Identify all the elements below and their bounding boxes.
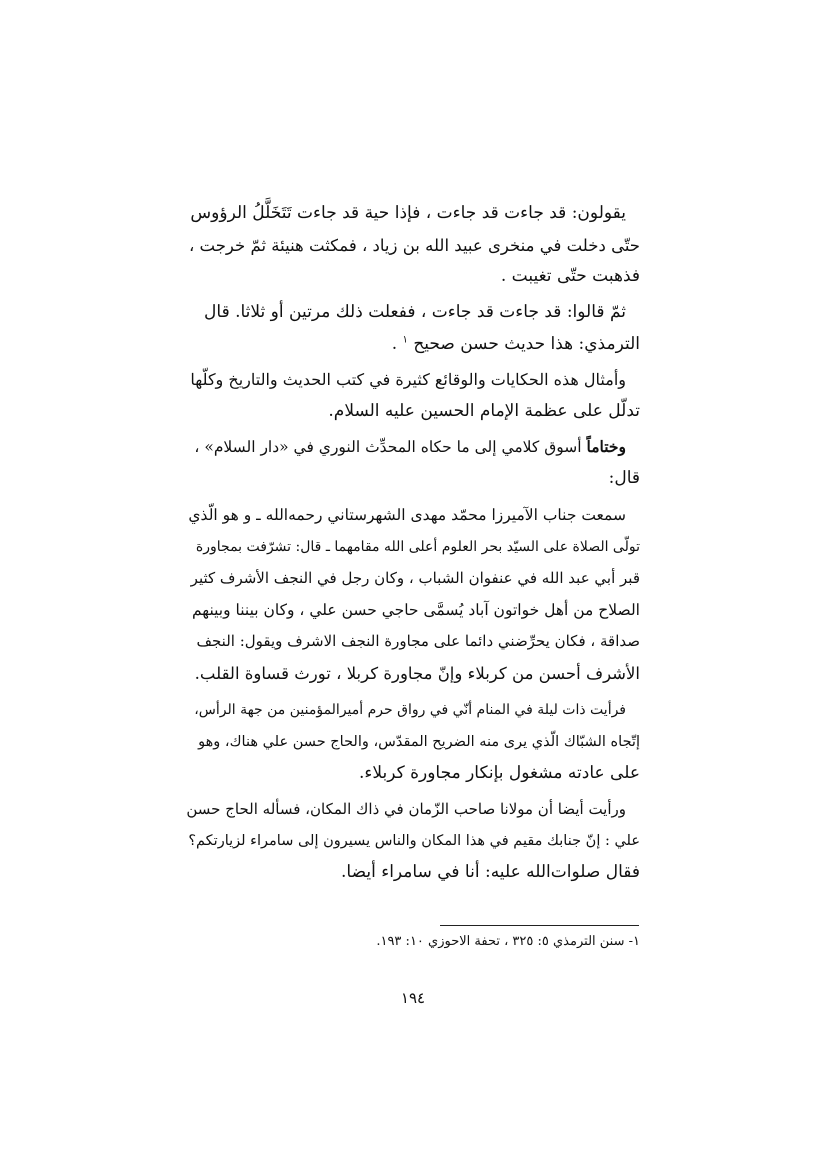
paragraph-1 [186,198,640,293]
text-line: قال: [608,467,640,488]
text-line: فقال صلوات‌الله عليه: أنا في سامراء أيضا. [341,862,640,882]
text-line: قبر أبي عبد الله في عنفوان الشباب ، وكان رجل في النجف الأشرف كثير [190,569,640,587]
text-line: وأمثال هذه الحكايات والوقائع كثيرة في كتب الحديث والتاريخ وكلّها [190,370,626,389]
text-segment: أسوق كلامي إلى ما حكاه المحدِّث النوري في «دار السلام» ، [194,438,587,456]
text-line: علي : إنّ جنابك مقيم في هذا المكان والناس يسيرون إلى سامراء لزيارتكم؟ [188,832,640,849]
text-line: على عادته مشغول بإنكار مجاورة كربلاء. [358,763,640,783]
footnote-reference[interactable]: ١ [402,333,408,345]
text-line [186,431,640,463]
text-line: يقولون: قد جاءت قد جاءت ، فإذا حية قد جاءت تَتَخَلَّلُ الرؤوس [190,203,626,223]
text-line: صداقة ، فكان يحرِّضني دائما على مجاورة النجف الاشرف ويقول: النجف [196,632,640,650]
text-line: ثمّ قالوا: قد جاءت قد جاءت ، ففعلت ذلك مرتين أو ثلاثا. قال [204,302,626,322]
paragraph-6 [186,695,640,790]
text-line: فرأيت ذات ليلة في المنام أنّي في رواق حرم أميرالمؤمنين من جهة الرأس، [194,702,626,718]
text-segment: . [391,333,403,354]
text-line [186,329,640,361]
paragraph-2 [186,297,640,360]
paragraph-7 [186,794,640,889]
footnote-divider [440,925,639,926]
text-line: سمعت جناب الآميرزا محمّد مهدى الشهرستاني رحمه‌الله ـ و هو الّذي [188,506,626,524]
text-line: إتّجاه الشبّاك الّذي يرى منه الضريح المقدّس، والحاج حسن علي هناك، وهو [198,733,640,750]
page-number: ١٩٤ [400,989,426,1007]
paragraph-5 [186,500,640,689]
text-line: تولّى الصلاة على السيّد بحر العلوم أعلى الله مقامهما ـ قال: تشرّفت بمجاورة [195,538,640,555]
text-line: فذهبت حتّى تغيبت . [500,266,640,286]
text-line: ورأيت أيضا أن مولانا صاحب الزّمان في ذاك المكان، فسأله الحاج حسن [186,800,626,818]
text-line: الصلاح من أهل خواتون آباد يُسمَّى حاجي حسن علي ، وكان بيننا وبينهم [191,600,640,619]
text-segment: الترمذي: هذا حديث حسن صحيح [413,333,640,354]
paragraph-4 [186,431,640,494]
paragraph-3 [186,364,640,427]
footnote-text: ١- سنن الترمذي ٥: ٣٢٥ ، تحفة الاحوزي ١٠: ١٩٣. [376,934,640,949]
text-line: حتّى دخلت في منخرى عبيد الله بن زياد ، فمكثت هنيئة ثمّ خرجت ، [188,235,640,255]
text-line: تدلّل على عظمة الإمام الحسين عليه السلام. [328,400,640,421]
bold-lead-word: وختاماً [586,437,626,456]
text-line: الأشرف أحسن من كربلاء وإنّ مجاورة كربلا ، تورث قساوة القلب. [194,663,640,683]
